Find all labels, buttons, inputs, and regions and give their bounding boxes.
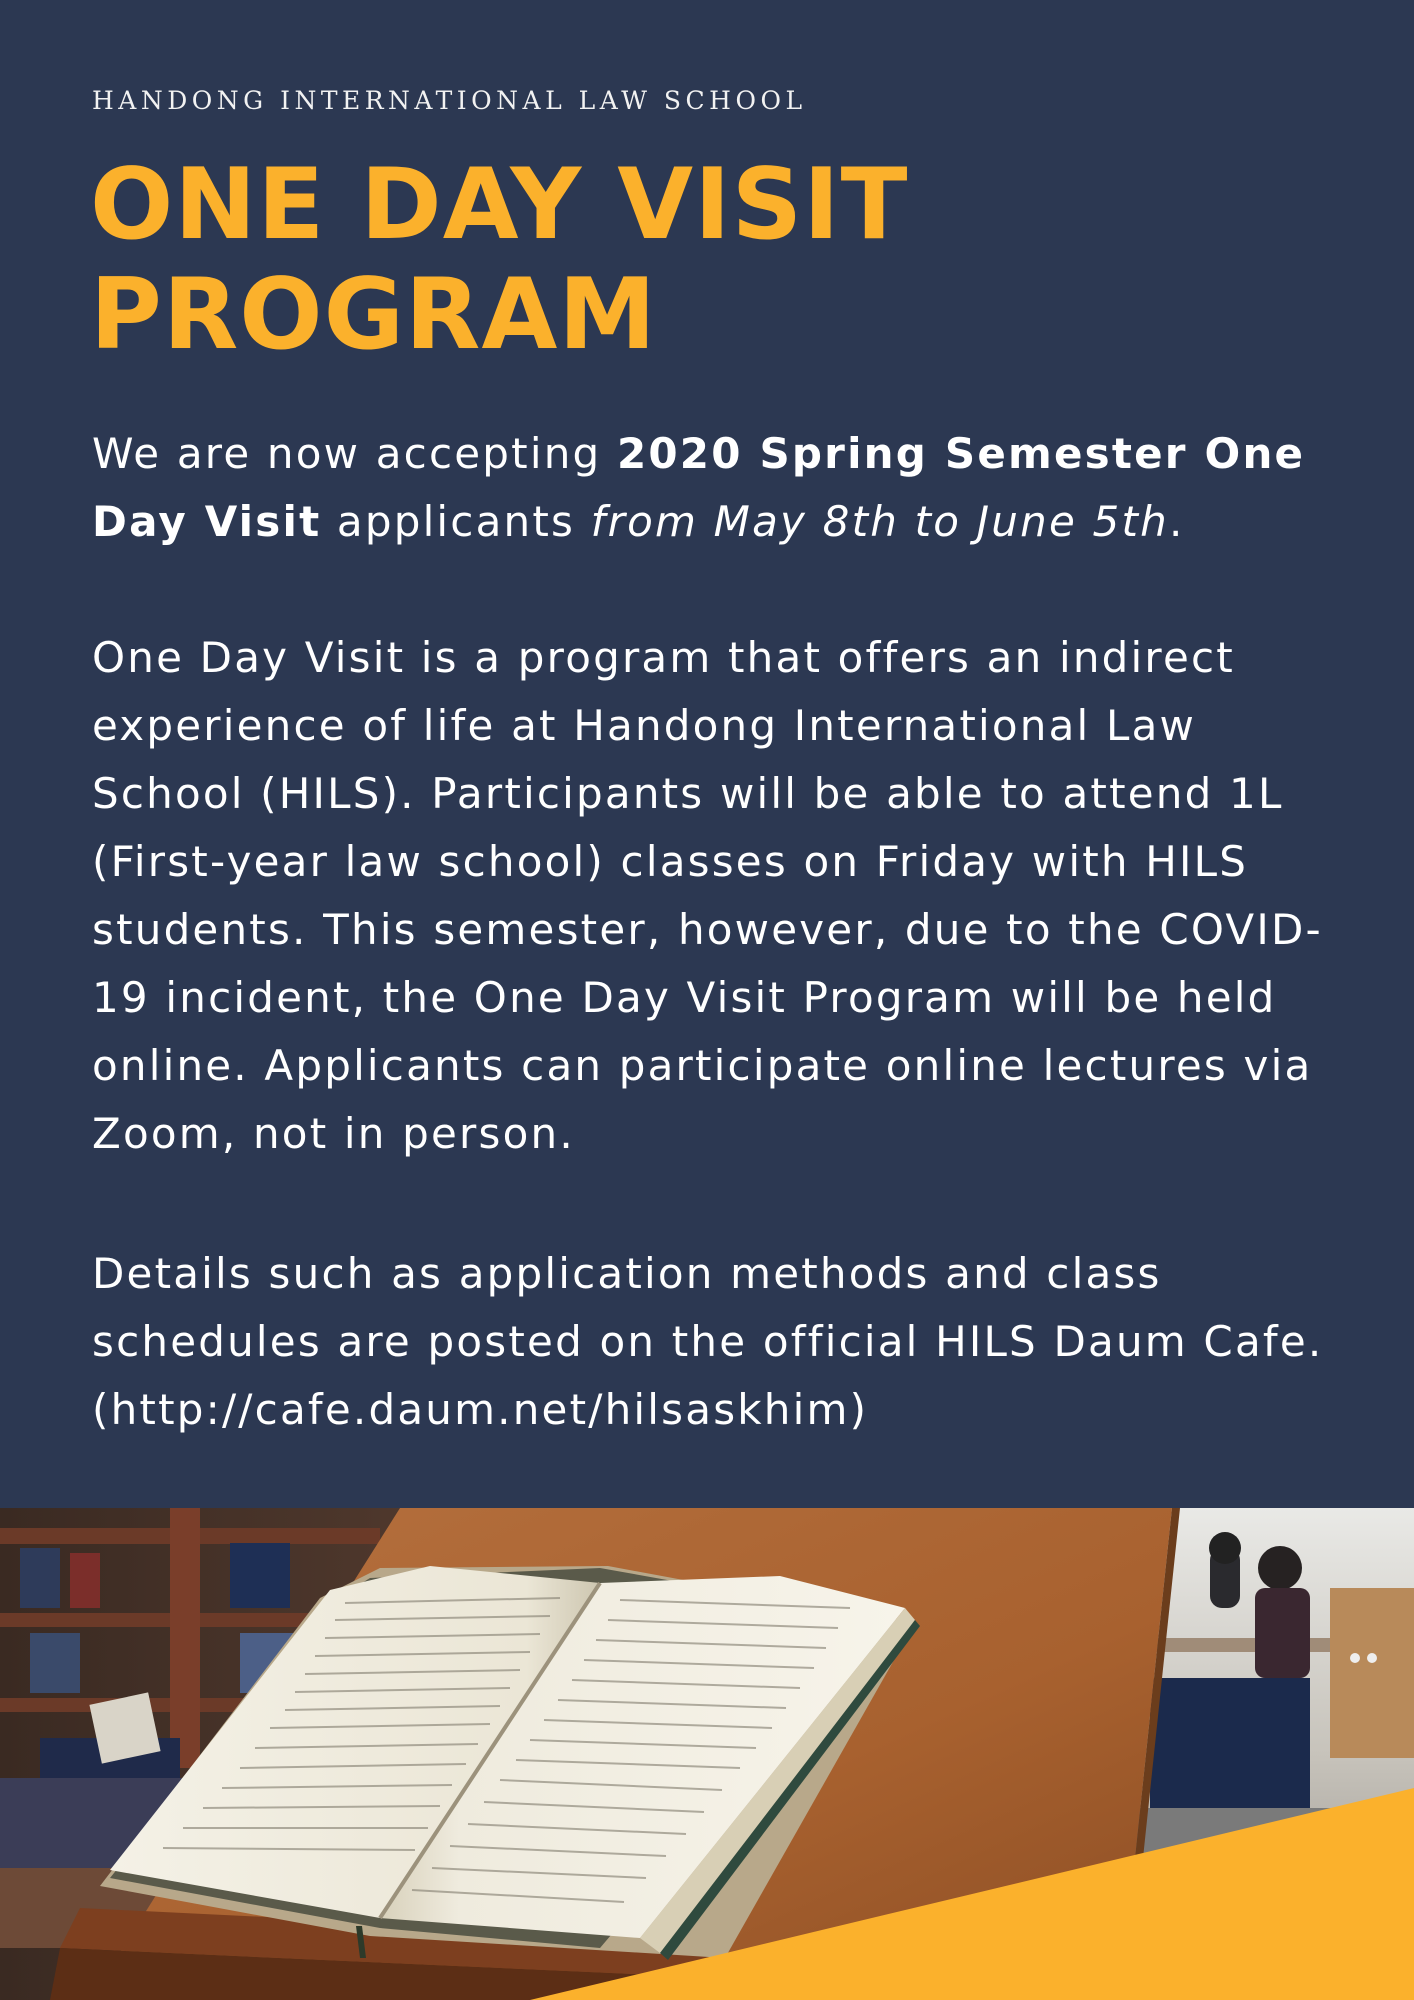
intro-semester: 2020 Spring Semester One Day Visit xyxy=(92,429,1306,546)
school-name: HANDONG INTERNATIONAL LAW SCHOOL xyxy=(92,86,807,115)
title-line-2: PROGRAM xyxy=(90,258,657,372)
page-title xyxy=(90,150,1330,370)
description-paragraph: One Day Visit is a program that offers an indirect experience of life at Handong International Law School (HILS). Participants will be able to attend 1L (First-year law school) classes on Friday with HILS students. This semester, however, due to the COVID-19 incident, the One Day Visit Program will be held online. Applicants can participate online lectures via Zoom, not in person. xyxy=(92,633,1323,1158)
intro-paragraph xyxy=(92,420,1342,556)
intro-lead: We are now accepting xyxy=(92,429,617,478)
intro-middle: applicants xyxy=(321,497,591,546)
intro-dates: from May 8th to June 5th xyxy=(590,497,1169,546)
title-line-1: ONE DAY VISIT xyxy=(90,148,909,262)
intro-end: . xyxy=(1168,497,1185,546)
book-on-lectern-photo xyxy=(0,1508,1414,2000)
details-paragraph: Details such as application methods and class schedules are posted on the official HILS Daum Cafe. (http://cafe.daum.net/hilsaskhim) xyxy=(92,1249,1324,1434)
